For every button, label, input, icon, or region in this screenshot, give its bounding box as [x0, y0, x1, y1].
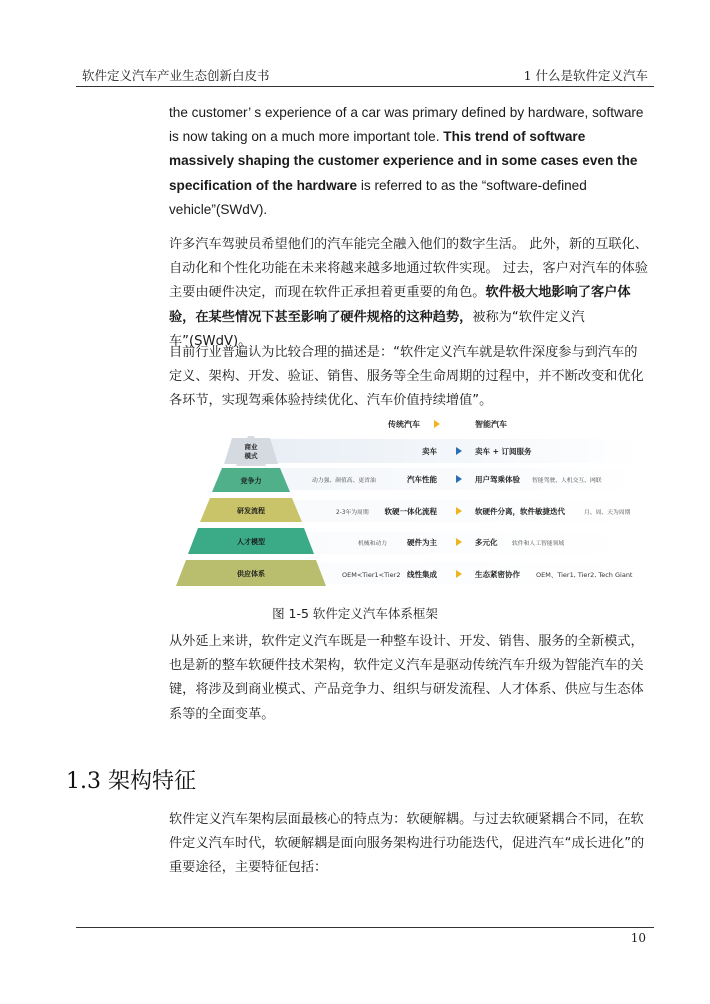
pyramid-level-business-body [224, 438, 278, 464]
footer-rule [76, 927, 654, 928]
smart-note-rd: 月、周、天为周期 [584, 510, 631, 516]
figure-caption: 图 1-5 软件定义汽车体系框架 [272, 606, 438, 621]
paragraph-chinese-4: 软件定义汽车架构层面最核心的特点为：软硬解耦。与过去软硬紧耦合不同，在软件定义汽车时代，软硬解耦是面向服务架构进行功能迭代，促进汽车“成长进化”的重要途径，主要特征包括： [169, 812, 645, 876]
paragraph-cn1-text-2: 被称为“软件定义汽车”(SWdV)。 [169, 309, 585, 349]
note-talent: 机械和动力 [358, 541, 387, 547]
paragraph-english [169, 101, 649, 222]
band-talent [264, 532, 640, 554]
paragraph-chinese-2: 目前行业普遍认为比较合理的描述是：“软件定义汽车就是软件深度参与到汽车的定义、架构、开发、验证、销售、服务等全生命周期的过程中，并不断改变和优化各环节，实现驾乘体验持续优化、汽车价值持续增值”。 [169, 345, 644, 409]
paragraph-cn1-text-1: 许多汽车驾驶员希望他们的汽车能完全融入他们的数字生活。 此外，新的互联化、自动化和个性化功能在未来将越来越多地通过软件实现。 过去，客户对汽车的体验主要由硬件决定，而现在软件正承担着更重要的角色。 [169, 237, 648, 301]
level-label-business-2: 模式 [244, 452, 258, 460]
running-header [76, 66, 654, 84]
traditional-supply: 线性集成 [407, 570, 437, 579]
figure-sdv-framework [172, 414, 642, 590]
header-traditional: 传统汽车 [388, 420, 420, 429]
smart-competitiveness: 用户驾乘体验 [475, 475, 520, 484]
level-label-business-1: 商业 [244, 443, 258, 451]
band-business [264, 439, 640, 463]
level-label-supply: 供应体系 [237, 570, 265, 578]
paragraph-english-text-2: is referred to as the “software-defined vehicle”(SWdV). [169, 177, 587, 217]
level-label-competitiveness: 竞争力 [240, 477, 262, 485]
smart-note-supply: OEM、Tier1, Tier2, Tech Giant [536, 571, 633, 579]
level-label-talent: 人才模型 [237, 538, 265, 546]
header-chapter-title: 1 什么是软件定义汽车 [523, 68, 648, 83]
note-supply: OEM<Tier1<Tier2 [342, 571, 401, 579]
header-book-title: 软件定义汽车产业生态创新白皮书 [82, 68, 270, 83]
smart-note-competitiveness: 智能驾驶、人机交互、网联 [532, 478, 602, 484]
header-arrow [434, 420, 440, 428]
header-rule [76, 86, 654, 87]
smart-note-talent: 软件和人工智能领域 [512, 541, 565, 547]
traditional-rd: 软硬一体化流程 [384, 507, 437, 516]
section-number: 1.3 [66, 769, 101, 794]
paragraph-chinese-1 [169, 233, 649, 354]
note-competitiveness: 动力强、颜值高、更省油 [312, 478, 376, 484]
level-label-rd: 研发流程 [237, 507, 265, 515]
traditional-business: 卖车 [422, 447, 437, 456]
paragraph-english-text-1: the customer’ s experience of a car was primary defined by hardware, software is now taking on a much more important tole. [169, 105, 644, 145]
paragraph-cn1-bold: 软件极大地影响了客户体验，在某些情况下甚至影响了硬件规格的这种趋势， [169, 285, 631, 325]
note-rd: 2-3年为周期 [336, 510, 369, 516]
paragraph-english-bold: This trend of software massively shaping the customer experience and in some cases even the specification of the hardware [169, 129, 638, 193]
smart-supply: 生态紧密协作 [475, 570, 520, 579]
section-title-text: 架构特征 [108, 769, 197, 794]
traditional-talent: 硬件为主 [407, 538, 437, 547]
page-number: 10 [630, 931, 646, 945]
header-smart: 智能汽车 [475, 420, 507, 429]
section-heading [66, 764, 196, 795]
paragraph-chinese-3: 从外延上来讲，软件定义汽车既是一种整车设计、开发、销售、服务的全新模式，也是新的整车软硬件技术架构，软件定义汽车是驱动传统汽车升级为智能汽车的关键，将涉及到商业模式、产品竞争力、组织与研发流程、人才体系、供应与生态体系等的全面变革。 [169, 634, 644, 722]
smart-talent: 多元化 [475, 538, 498, 547]
smart-business: 卖车 + 订阅服务 [475, 447, 532, 456]
traditional-competitiveness: 汽车性能 [407, 475, 437, 484]
smart-rd: 软硬件分离，软件敏捷迭代 [475, 507, 565, 516]
pyramid-diagram [172, 414, 642, 590]
